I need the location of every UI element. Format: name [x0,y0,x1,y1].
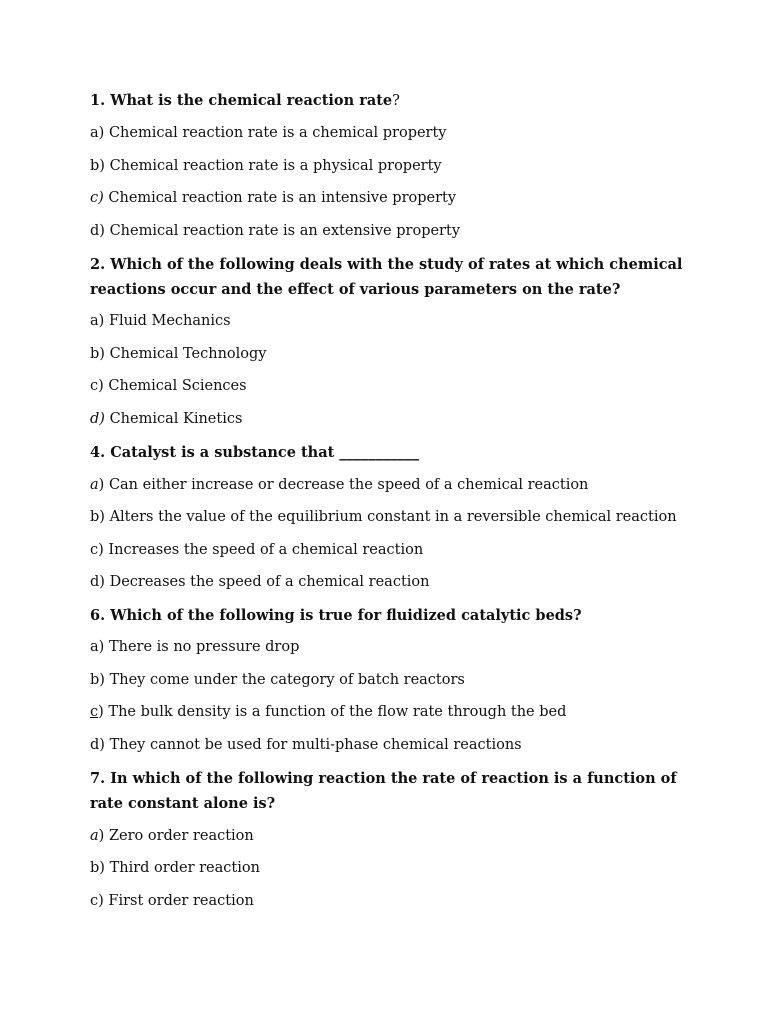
option-text: Chemical Kinetics [109,411,243,427]
question-number: 4. [90,444,106,461]
option-letter: d [90,737,100,753]
option-letter: d) [90,411,105,427]
option-text: Increases the speed of a chemical reaction [108,542,424,558]
option-1a: a) Chemical reaction rate is a chemical property [90,125,447,141]
option-1d: d) Chemical reaction rate is an extensive property [90,223,461,239]
question-tail: ? [392,93,400,109]
option-text: Third order reaction [109,860,260,876]
option-letter: c [90,893,99,909]
option-text: First order reaction [108,893,254,909]
question-text: rate constant alone is? [90,795,276,812]
option-letter: a [90,639,99,655]
option-letter: d [90,574,100,590]
option-2d [90,407,690,432]
option-6b: b) They come under the category of batch reactors [90,672,465,688]
option-letter: c) [90,190,104,206]
option-text: Can either increase or decrease the speed of a chemical reaction [108,477,589,493]
option-2c: c) Chemical Sciences [90,378,247,394]
option-4c: c) Increases the speed of a chemical reaction [90,542,424,558]
option-text: They cannot be used for multi-phase chemical reactions [109,737,522,753]
option-text: Alters the value of the equilibrium constant in a reversible chemical reaction [109,509,677,525]
question-text: In which of the following reaction the rate of reaction is a function of [110,770,677,787]
option-letter: c [90,542,99,558]
option-letter: a [90,828,99,844]
option-text: Chemical Technology [109,346,267,362]
option-7a: a) Zero order reaction [90,828,254,844]
question-2-line-1 [90,252,690,277]
option-text: There is no pressure drop [108,639,300,655]
option-1c [90,186,690,211]
option-6a: a) There is no pressure drop [90,639,300,655]
option-text: Chemical Sciences [108,378,247,394]
option-letter: b [90,346,100,362]
question-6 [90,603,690,628]
option-letter: a [90,477,99,493]
option-text: Fluid Mechanics [108,313,231,329]
question-text: What is the chemical reaction rate [110,92,393,109]
question-text: reactions occur and the effect of various parameters on the rate? [90,281,621,298]
option-text: The bulk density is a function of the flow rate through the bed [108,704,567,720]
question-text: Which of the following is true for fluidized catalytic beds? [110,607,582,624]
option-7c: c) First order reaction [90,893,254,909]
question-number: 1. [90,92,106,109]
option-letter: a [90,125,99,141]
option-text: Chemical reaction rate is a physical property [109,158,442,174]
option-letter: a [90,313,99,329]
option-letter: b [90,158,100,174]
option-text: Chemical reaction rate is an extensive property [109,223,461,239]
option-text: Zero order reaction [108,828,254,844]
option-letter: c [90,704,99,720]
option-text: Chemical reaction rate is a chemical property [108,125,447,141]
option-4b: b) Alters the value of the equilibrium constant in a reversible chemical reaction [90,509,677,525]
question-1 [90,88,690,114]
option-6d: d) They cannot be used for multi-phase chemical reactions [90,737,522,753]
option-4a: a) Can either increase or decrease the speed of a chemical reaction [90,477,589,493]
option-6c: c) The bulk density is a function of the flow rate through the bed [90,704,567,720]
option-text: Chemical reaction rate is an intensive property [108,190,457,206]
option-text: Decreases the speed of a chemical reaction [109,574,430,590]
option-letter: b [90,672,100,688]
option-1b: b) Chemical reaction rate is a physical property [90,158,442,174]
option-letter: b [90,860,100,876]
question-7-line-1 [90,766,690,791]
option-7b: b) Third order reaction [90,860,260,876]
question-number: 7. [90,770,106,787]
option-text: They come under the category of batch reactors [109,672,465,688]
option-4d: d) Decreases the speed of a chemical reaction [90,574,430,590]
option-letter: c [90,378,99,394]
question-2-line-2 [90,277,690,302]
option-2a: a) Fluid Mechanics [90,313,231,329]
option-2b: b) Chemical Technology [90,346,267,362]
question-text: Catalyst is a substance that ___________ [110,444,420,461]
option-letter: d [90,223,100,239]
question-4 [90,440,690,465]
question-text: Which of the following deals with the study of rates at which chemical [110,256,683,273]
question-number: 6. [90,607,106,624]
question-number: 2. [90,256,106,273]
option-letter: b [90,509,100,525]
question-7-line-2 [90,791,690,816]
